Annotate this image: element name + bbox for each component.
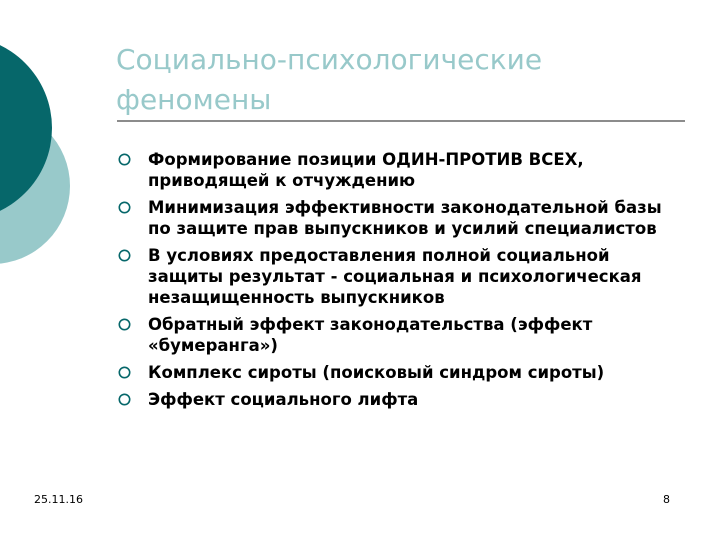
hollow-circle-icon bbox=[118, 366, 131, 379]
bullet-item bbox=[118, 149, 678, 191]
bullet-item bbox=[118, 362, 678, 383]
bullet-text: Комплекс сироты (поисковый синдром сироты) bbox=[148, 363, 605, 382]
bullet-item bbox=[118, 245, 678, 308]
slide-title: Социально-психологические феномены bbox=[116, 43, 543, 116]
bullet-text: Эффект социального лифта bbox=[148, 390, 419, 409]
hollow-circle-icon bbox=[118, 393, 131, 406]
decorative-circles bbox=[0, 0, 120, 300]
hollow-circle-icon bbox=[118, 153, 131, 166]
bullet-text: Минимизация эффективности законодательной базы по защите прав выпускников и усилий специалистов bbox=[148, 198, 662, 238]
bullet-item bbox=[118, 197, 678, 239]
bullet-text: В условиях предоставления полной социальной защиты результат - социальная и психологическая незащищенность выпускников bbox=[148, 246, 642, 307]
hollow-circle-icon bbox=[118, 201, 131, 214]
footer-date: 25.11.16 bbox=[34, 493, 83, 506]
page-number: 8 bbox=[663, 493, 670, 506]
bullet-item bbox=[118, 314, 678, 356]
title-divider bbox=[117, 120, 685, 122]
hollow-circle-icon bbox=[118, 318, 131, 331]
bullet-item bbox=[118, 389, 678, 410]
hollow-circle-icon bbox=[118, 249, 131, 262]
bullet-text: Обратный эффект законодательства (эффект «бумеранга») bbox=[148, 315, 593, 355]
bullet-list bbox=[118, 149, 678, 416]
bullet-text: Формирование позиции ОДИН-ПРОТИВ ВСЕХ, приводящей к отчуждению bbox=[148, 150, 584, 190]
